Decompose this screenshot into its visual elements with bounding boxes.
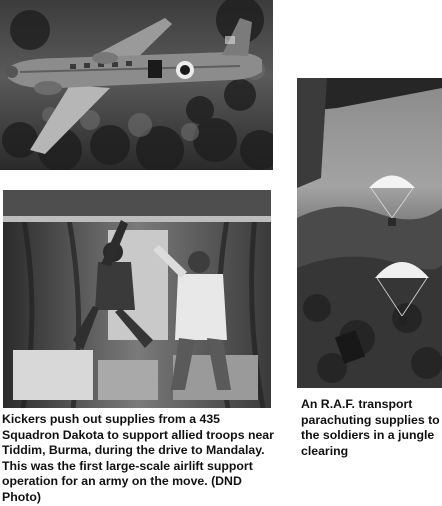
parachute-drop-photo xyxy=(297,78,442,388)
photo-caption-parachute: An R.A.F. transport parachuting supplies to the soldiers in a jungle clearing xyxy=(301,397,440,458)
kickers-photo xyxy=(3,190,271,408)
photo-caption-kickers: Kickers push out supplies from a 435 Squadron Dakota to support allied troops near Tiddim, Burma, during the drive to Mandalay. This was the first large-scale airlift support operation for an army on the move. (DND Photo) xyxy=(2,412,274,504)
dakota-aircraft-photo xyxy=(0,0,273,170)
